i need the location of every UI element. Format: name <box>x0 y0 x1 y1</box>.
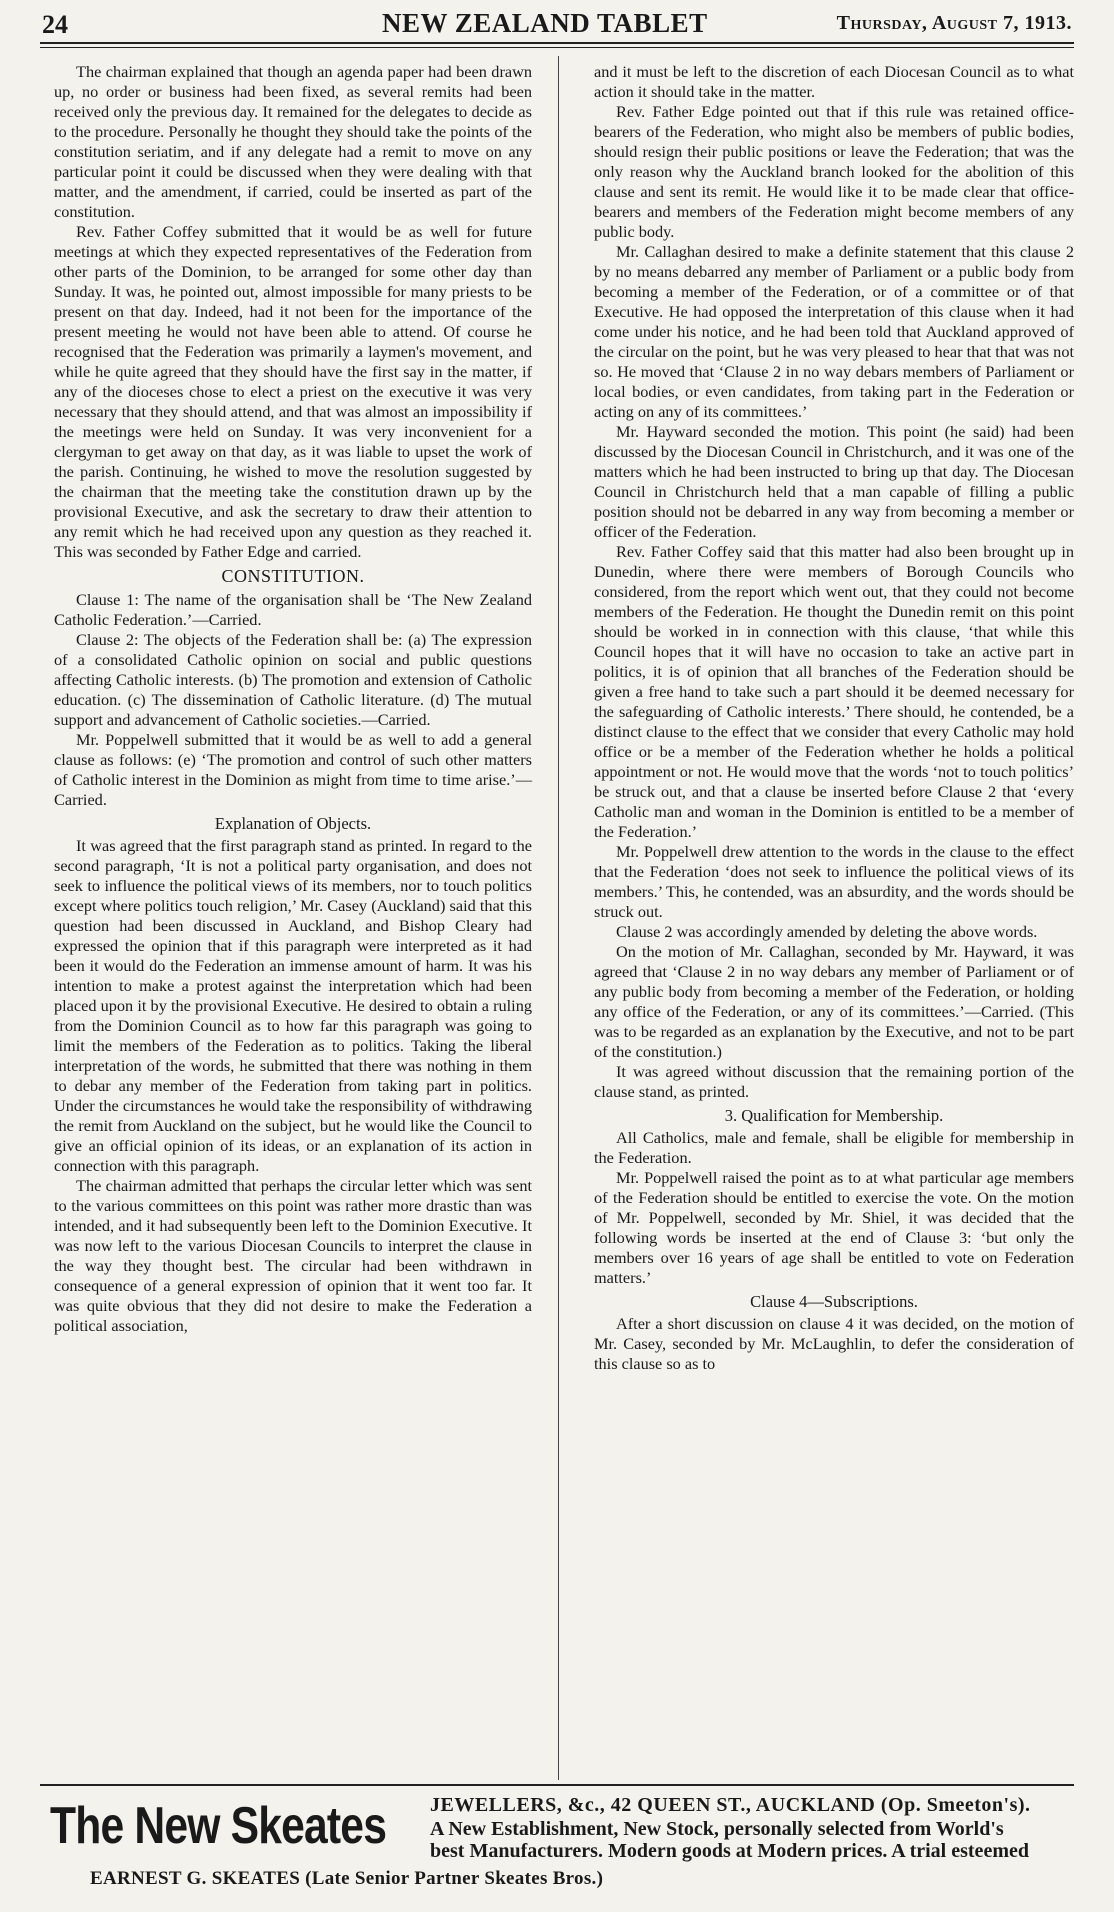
advert-line: best Manufacturers. Modern goods at Modern prices. A trial esteemed <box>430 1840 1029 1862</box>
paragraph: Rev. Father Coffey said that this matter had also been brought up in Dunedin, where there were members of Borough Councils who considered, from the report which went out, that they could not become members of the Federation. He thought the Dunedin remit on this point should be worked in in connection with this clause, ‘that while this Council hopes that it will have no occasion to take an active part in politics, it is of opinion that all branches of the Federation should be given a free hand to take such a part should it be deemed necessary for the safeguarding of Catholic interests.’ There should, he contended, be a distinct clause to the effect that we consider that every Catholic may hold office or be a member of the Federation whether he holds a political appointment or not. He would move that the words ‘not to touch politics’ be struck out, and that a clause be inserted before Clause 2 that ‘every Catholic man and woman in the Dominion is entitled to be a member of the Federation.’ <box>594 542 1074 841</box>
advert-proprietor: EARNEST G. SKEATES (Late Senior Partner Skeates Bros.) <box>90 1868 604 1889</box>
paragraph: Mr. Poppelwell submitted that it would be as well to add a general clause as follows: (e) ‘The promotion and control of such other matters of Catholic interest in the Dominion as might from time to time arise.’—Carried. <box>54 730 532 809</box>
publication-title: NEW ZEALAND TABLET <box>382 8 708 38</box>
issue-date: Thursday, August 7, 1913. <box>836 12 1072 34</box>
paragraph: The chairman admitted that perhaps the circular letter which was sent to the various committees on this point was rather more drastic than was intended, and it had subsequently been left to the Dominion Executive. It was now left to the various Diocesan Councils to interpret the clause in the way they thought best. The circular had been withdrawn in consequence of a general expression of opinion that it went too far. It was quite obvious that they did not desire to make the Federation a political association, <box>54 1176 532 1335</box>
paragraph: All Catholics, male and female, shall be eligible for membership in the Federation. <box>594 1128 1074 1167</box>
subheading-clause-4: Clause 4—Subscriptions. <box>750 1292 918 1311</box>
advert-line: JEWELLERS, &c., 42 QUEEN ST., AUCKLAND (Op. Smeeton's). <box>430 1794 1031 1816</box>
section-heading-constitution: CONSTITUTION. <box>221 566 365 586</box>
masthead <box>42 6 1072 39</box>
subheading-explanation: Explanation of Objects. <box>214 814 372 833</box>
paragraph: Mr. Poppelwell raised the point as to at what particular age members of the Federation should be entitled to exercise the vote. On the motion of Mr. Poppelwell, seconded by Mr. Shiel, it was decided that the following words be inserted at the end of Clause 3: ‘but only the members over 16 years of age shall be entitled to vote on Federation matters.’ <box>594 1168 1074 1287</box>
advert-brand: The New Skeates <box>50 1797 387 1855</box>
paragraph: On the motion of Mr. Callaghan, seconded by Mr. Hayward, it was agreed that ‘Clause 2 in no way debars any member of Parliament or of any public body from becoming a member of the Federation, or holding any office of the Federation, or any of its committees.’—Carried. (This was to be regarded as an explanation by the Executive, and not to be part of the constitution.) <box>594 942 1074 1061</box>
header-rule <box>40 42 1074 44</box>
clause-1: Clause 1: The name of the organisation shall be ‘The New Zealand Catholic Federation.’—Carried. <box>54 590 532 629</box>
left-column <box>54 62 532 1336</box>
paragraph: Mr. Poppelwell drew attention to the words in the clause to the effect that the Federation ‘does not seek to influence the political views of its members.’ This, he contended, was an absurdity, and the words should be struck out. <box>594 842 1074 921</box>
paragraph: Rev. Father Coffey submitted that it would be as well for future meetings at which they expected representatives of the Federation from other parts of the Dominion, to be arranged for some other day than Sunday. It was, he pointed out, almost impossible for many priests to be present on that day. Indeed, had it not been for the importance of the present meeting he would not have been able to attend. Of course he recognised that the Federation was primarily a laymen's movement, and while he quite agreed that they should have the first say in the matter, if any of the dioceses chose to elect a priest on the executive it was very necessary that they should attend, and that was almost an impossibility if the meetings were held on Sunday. It was very inconvenient for a clergyman to get away on that day, as it was liable to upset the work of the parish. Continuing, he wished to move the resolution suggested by the chairman that the meeting take the constitution drawn up by the provisional Executive, and ask the secretary to draw their attention to any remit which he had received upon any question as they reached it. This was seconded by Father Edge and carried. <box>54 222 532 561</box>
advert-line: A New Establishment, New Stock, personally selected from World's <box>430 1818 1004 1840</box>
paragraph: Mr. Hayward seconded the motion. This point (he said) had been discussed by the Diocesan Council in Christchurch, and it was one of the matters which he had been instructed to bring up that day. The Diocesan Council in Christchurch held that a man capable of filling a public position should not be debarred in any way from becoming a member or officer of the Federation. <box>594 422 1074 541</box>
paragraph: and it must be left to the discretion of each Diocesan Council as to what action it should take in the matter. <box>594 62 1074 101</box>
paragraph: Rev. Father Edge pointed out that if this rule was retained office-bearers of the Federation, who might also be members of public bodies, should resign their public positions or leave the Federation; that was the only reason why the Auckland branch looked for the abolition of this clause and sent its remit. He would like it to be made clear that office-bearers and members of the Federation might become members of any public body. <box>594 102 1074 241</box>
paragraph: After a short discussion on clause 4 it was decided, on the motion of Mr. Casey, seconded by Mr. McLaughlin, to defer the consideration of this clause so as to <box>594 1314 1074 1373</box>
page-number: 24 <box>42 10 68 39</box>
column-divider <box>558 56 559 1780</box>
header-rule-thin <box>40 47 1074 48</box>
paragraph: It was agreed that the first paragraph stand as printed. In regard to the second paragraph, ‘It is not a political party organisation, and does not seek to influence the political views of its members, nor to touch politics except where politics touch religion,’ Mr. Casey (Auckland) said that this question had been discussed in Auckland, and Bishop Cleary had expressed the opinion that if this paragraph were interpreted as it had been it would do the Federation an immense amount of harm. It was his intention to make a protest against the interpretation which had been placed upon it by the provisional Executive. He desired to obtain a ruling from the Dominion Council as to how far this paragraph was going to limit the members of the Federation as to politics. Taking the liberal interpretation of the words, he submitted that there was nothing in them to debar any member of the Federation from taking part in politics. Under the circumstances he would take the responsibility of withdrawing the remit from Auckland on the subject, but he would like the Council to give an official opinion of its ideas, or an explanation of its action in connection with this paragraph. <box>54 836 532 1175</box>
clause-2: Clause 2: The objects of the Federation shall be: (a) The expression of a consolidated Catholic opinion on social and public questions affecting Catholic interests. (b) The promotion and extension of Catholic education. (c) The dissemination of Catholic literature. (d) The mutual support and advancement of Catholic societies.—Carried. <box>54 630 532 729</box>
paragraph: It was agreed without discussion that the remaining portion of the clause stand, as printed. <box>594 1062 1074 1101</box>
paragraph: Mr. Callaghan desired to make a definite statement that this clause 2 by no means debarred any member of Parliament or a public body from becoming a member of the Federation, or of a committee or of that Executive. He had opposed the interpretation of this clause when it had come under his notice, and he had been told that Auckland approved of the circular on the point, but he was very pleased to hear that that was not so. He moved that ‘Clause 2 in no way debars members of Parliament or local bodies, or even candidates, from taking part in the Federation or acting on any of its committees.’ <box>594 242 1074 421</box>
right-column <box>594 62 1074 1374</box>
subheading-qualification: 3. Qualification for Membership. <box>724 1106 944 1125</box>
paragraph: Clause 2 was accordingly amended by deleting the above words. <box>616 922 1038 941</box>
advertisement <box>40 1784 1074 1906</box>
paragraph: The chairman explained that though an agenda paper had been drawn up, no order or business had been fixed, as several remits had been received only the previous day. It remained for the delegates to decide as to the procedure. Personally he thought they should take the points of the constitution seriatim, and if any delegate had a remit to move on any particular point it could be discussed when they were dealing with that matter, and the amendment, if carried, could be inserted as part of the constitution. <box>54 62 532 221</box>
